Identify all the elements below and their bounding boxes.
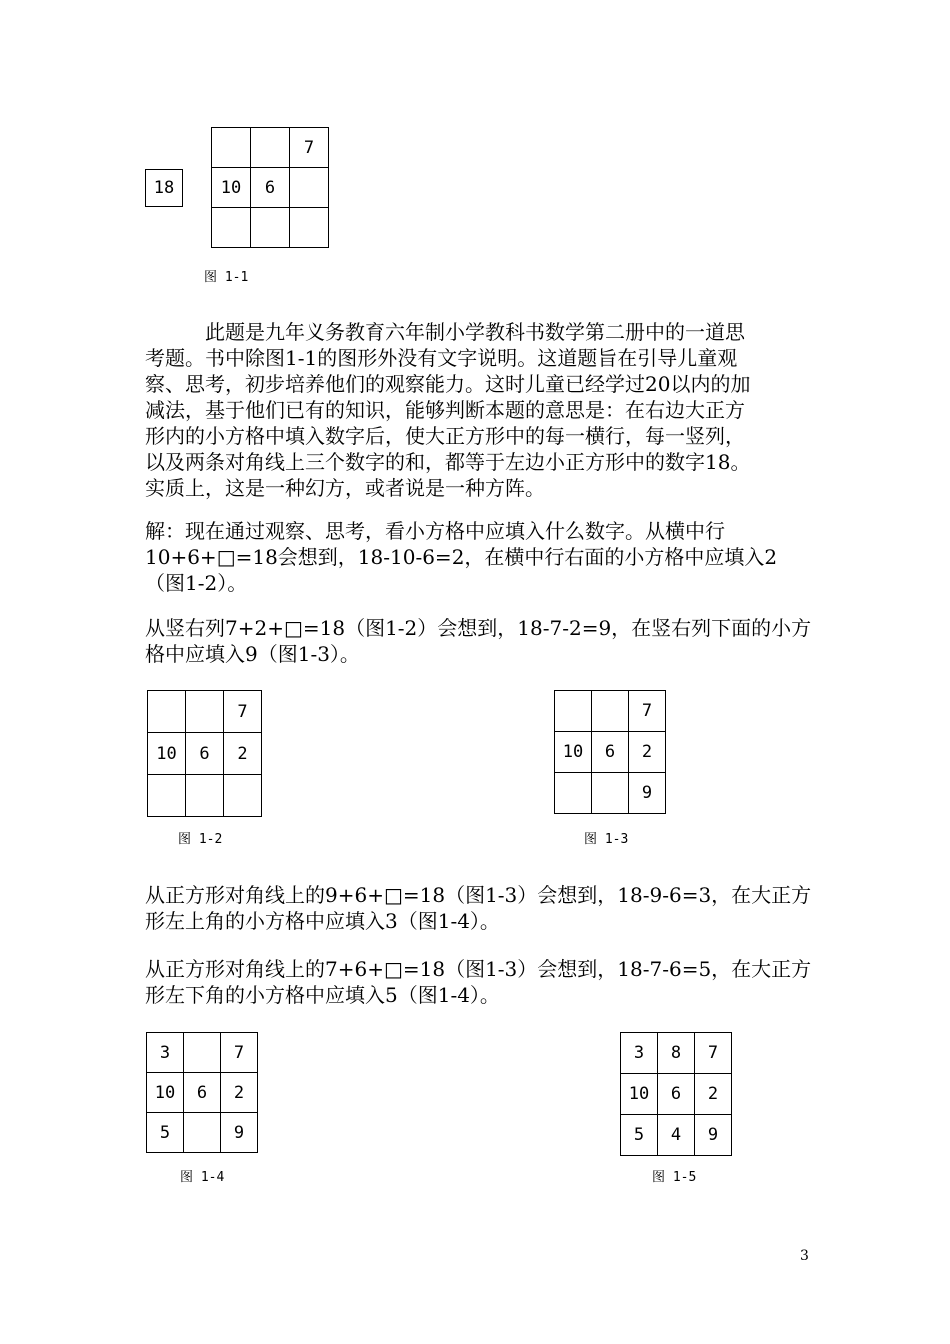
magic-square-grid-1-3 [554, 690, 666, 814]
grid-cell [186, 691, 224, 733]
column-paragraph: 从竖右列7+2+□=18（图1-2）会想到，18-7-2=9，在竖右列下面的小方 格中应填入9（图1-3）。 [145, 616, 812, 666]
grid-cell: 3 [147, 1033, 184, 1073]
grid-cell [290, 168, 329, 208]
grid-cell [186, 775, 224, 817]
magic-square-grid-1-5 [620, 1032, 732, 1156]
grid-cell: 6 [592, 732, 629, 773]
grid-cell: 6 [184, 1073, 221, 1113]
grid-cell: 7 [224, 691, 262, 733]
grid-cell: 8 [658, 1033, 695, 1074]
figure-caption-1-4: 图 1-4 [180, 1170, 225, 1185]
grid-cell [212, 128, 251, 168]
target-sum-box: 18 [145, 169, 183, 207]
grid-cell: 9 [695, 1115, 732, 1156]
grid-cell [224, 775, 262, 817]
grid-cell: 2 [224, 733, 262, 775]
figure-caption-1-3: 图 1-3 [584, 832, 629, 847]
grid-cell [212, 208, 251, 248]
grid-cell [148, 775, 186, 817]
grid-cell [592, 691, 629, 732]
figure-caption-1-1: 图 1-1 [204, 270, 249, 285]
diagonal-paragraph-2: 从正方形对角线上的7+6+□=18（图1-3）会想到，18-7-6=5，在大正方 形左下角的小方格中应填入5（图1-4）。 [145, 957, 812, 1007]
grid-cell: 6 [251, 168, 290, 208]
grid-cell [251, 128, 290, 168]
grid-cell: 7 [695, 1033, 732, 1074]
figure-caption-1-5: 图 1-5 [652, 1170, 697, 1185]
grid-cell: 9 [221, 1113, 258, 1153]
grid-cell: 7 [221, 1033, 258, 1073]
grid-cell: 6 [186, 733, 224, 775]
grid-cell [555, 691, 592, 732]
grid-cell: 2 [629, 732, 666, 773]
grid-cell: 2 [695, 1074, 732, 1115]
grid-cell [184, 1113, 221, 1153]
grid-cell: 3 [621, 1033, 658, 1074]
grid-cell: 7 [290, 128, 329, 168]
grid-cell [555, 773, 592, 814]
magic-square-grid-1-2 [147, 690, 262, 817]
grid-cell: 10 [148, 733, 186, 775]
grid-cell [148, 691, 186, 733]
grid-cell: 7 [629, 691, 666, 732]
grid-cell: 2 [221, 1073, 258, 1113]
solution-paragraph: 解：现在通过观察、思考，看小方格中应填入什么数字。从横中行 10+6+□=18会想到，18-10-6=2，在横中行右面的小方格中应填入2 （图1-2）。 [145, 519, 778, 595]
grid-cell [184, 1033, 221, 1073]
magic-square-grid-1-1 [211, 127, 329, 248]
page-number: 3 [800, 1248, 809, 1264]
figure-caption-1-2: 图 1-2 [178, 832, 223, 847]
grid-cell: 5 [621, 1115, 658, 1156]
grid-cell [290, 208, 329, 248]
magic-square-grid-1-4 [146, 1032, 258, 1153]
grid-cell [592, 773, 629, 814]
diagonal-paragraph-1: 从正方形对角线上的9+6+□=18（图1-3）会想到，18-9-6=3，在大正方 形左上角的小方格中应填入3（图1-4）。 [145, 883, 812, 933]
grid-cell: 10 [147, 1073, 184, 1113]
grid-cell: 4 [658, 1115, 695, 1156]
grid-cell: 10 [555, 732, 592, 773]
grid-cell: 5 [147, 1113, 184, 1153]
grid-cell: 10 [212, 168, 251, 208]
grid-cell: 9 [629, 773, 666, 814]
grid-cell: 10 [621, 1074, 658, 1115]
grid-cell [251, 208, 290, 248]
intro-paragraph: 此题是九年义务教育六年制小学教科书数学第二册中的一道思 考题。书中除图1-1的图形外没有文字说明。这道题旨在引导儿童观 察、思考，初步培养他们的观察能力。这时儿童已经学过20以内的加 减法，基于他们已有的知识，能够判断本题的意思是：在右边大正方 形内的小方格中填入数字后，使大正方形中的每一横行，每一竖列， 以及两条对角线上三个数字的和，都等于左边小正方形中的数字18。 实质上，这是一种幻方，或者说是一种方阵。 [145, 320, 751, 500]
grid-cell: 6 [658, 1074, 695, 1115]
